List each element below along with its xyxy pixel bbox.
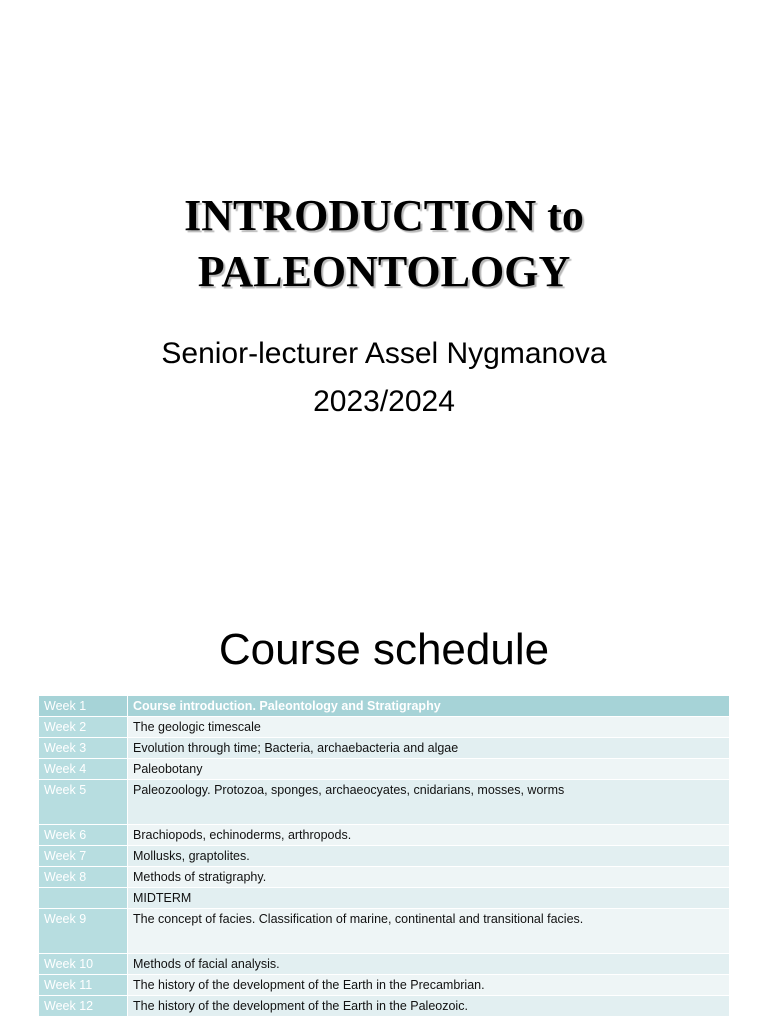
table-row: [39, 867, 730, 888]
topic-cell: The concept of facies. Classification of marine, continental and transitional facies.: [128, 909, 730, 954]
week-cell: Week 1: [39, 696, 128, 717]
topic-cell: The history of the development of the Earth in the Paleozoic.: [128, 996, 730, 1017]
table-row: [39, 759, 730, 780]
lecturer-name: Senior-lecturer Assel Nygmanova: [161, 337, 607, 370]
table-row: [39, 825, 730, 846]
title-line-1: INTRODUCTION to: [184, 191, 584, 240]
week-cell: Week 10: [39, 954, 128, 975]
topic-cell: MIDTERM: [128, 888, 730, 909]
academic-year: 2023/2024: [313, 385, 455, 418]
table-row: [39, 888, 730, 909]
topic-cell: Paleozoology. Protozoa, sponges, archaeocyates, cnidarians, mosses, worms: [128, 780, 730, 825]
week-cell: Week 11: [39, 975, 128, 996]
title-line-2: PALEONTOLOGY: [197, 247, 571, 296]
week-cell: [39, 888, 128, 909]
week-cell: Week 5: [39, 780, 128, 825]
topic-cell: Course introduction. Paleontology and Stratigraphy: [128, 696, 730, 717]
week-cell: Week 2: [39, 717, 128, 738]
table-row: [39, 996, 730, 1017]
schedule-title: Course schedule: [218, 625, 550, 674]
week-cell: Week 4: [39, 759, 128, 780]
topic-cell: Methods of stratigraphy.: [128, 867, 730, 888]
table-row: [39, 846, 730, 867]
week-cell: Week 3: [39, 738, 128, 759]
table-row: [39, 909, 730, 954]
table-row: [39, 738, 730, 759]
topic-cell: Evolution through time; Bacteria, archaebacteria and algae: [128, 738, 730, 759]
week-cell: Week 9: [39, 909, 128, 954]
slide-title: [0, 188, 768, 300]
table-row: [39, 780, 730, 825]
week-cell: Week 12: [39, 996, 128, 1017]
topic-cell: The history of the development of the Earth in the Precambrian.: [128, 975, 730, 996]
topic-cell: Methods of facial analysis.: [128, 954, 730, 975]
topic-cell: Brachiopods, echinoderms, arthropods.: [128, 825, 730, 846]
week-cell: Week 7: [39, 846, 128, 867]
table-row: [39, 717, 730, 738]
topic-cell: Paleobotany: [128, 759, 730, 780]
table-row: [39, 954, 730, 975]
table-row: [39, 975, 730, 996]
schedule-table: [38, 695, 730, 1017]
topic-cell: Mollusks, graptolites.: [128, 846, 730, 867]
week-cell: Week 8: [39, 867, 128, 888]
slide-subtitle: [0, 330, 768, 426]
topic-cell: The geologic timescale: [128, 717, 730, 738]
week-cell: Week 6: [39, 825, 128, 846]
table-row: [39, 696, 730, 717]
